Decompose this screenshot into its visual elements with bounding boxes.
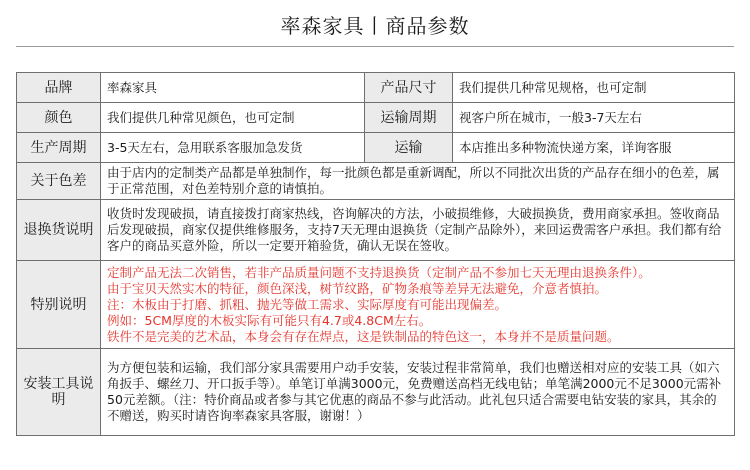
color-label: 颜色 [17, 103, 101, 133]
special-line: 例如：5CM厚度的木板实际有可能只有4.7或4.8CM左右。 [107, 312, 432, 328]
size-label: 产品尺寸 [365, 73, 453, 103]
tools-label: 安装工具说明 [17, 349, 101, 436]
returns-value: 收货时发现破损，请直接拨打商家热线，咨询解决的方法，小破损维修，大破损换货，费用商家承担。签收商品后发现破损，商家仅提供维修服务，支持7天无理由退换货（定制产品除外），来回运费需客户承担。我们都有给客户的商品买意外险，所以一定要开箱验货，确认无误在签收。 [101, 200, 735, 261]
color-value: 我们提供几种常见颜色，也可定制 [101, 103, 365, 133]
shipping-time-value: 视客户所在城市，一般3-7天左右 [453, 103, 735, 133]
tools-value: 为方便包装和运输，我们部分家具需要用户动手安装，安装过程非常简单，我们也赠送相对应的安装工具（如六角扳手、螺丝刀、开口扳手等）。单笔订单满3000元，免费赠送高档无线电钻；单笔满2000元不足3000元需补50元差额。（注：特价商品或者参与其它优惠的商品不参与此活动。此礼包只适合需要电钻安装的家具，其余的不赠送，购买时请咨询率森家具客服，谢谢！） [101, 349, 735, 436]
production-value: 3-5天左右，急用联系客服加急发货 [101, 133, 365, 163]
brand-value: 率森家具 [101, 73, 365, 103]
table-row [17, 349, 735, 436]
shipping-time-label: 运输周期 [365, 103, 453, 133]
shipping-value: 本店推出多种物流快递方案，详询客服 [453, 133, 735, 163]
table-row [17, 200, 735, 261]
special-value [101, 261, 735, 349]
brand-label: 品牌 [17, 73, 101, 103]
table-row [17, 73, 735, 103]
product-parameters-table [16, 72, 735, 436]
special-line: 铁件不是完美的艺术品，本身会有存在焊点，这是铁制品的特色这一，本身并不是质量问题。 [107, 328, 620, 344]
table-row [17, 261, 735, 349]
special-label: 特别说明 [17, 261, 101, 349]
production-label: 生产周期 [17, 133, 101, 163]
page-header [0, 0, 750, 56]
color-diff-value: 由于店内的定制类产品都是单独制作，每一批颜色都是重新调配，所以不同批次出货的产品存在细小的色差，属于正常范围，对色差特别介意的请慎拍。 [101, 163, 735, 200]
special-line: 注：木板由于打磨、抓粗、抛光等做工需求、实际厚度有可能出现偏差。 [107, 296, 508, 312]
special-line: 定制产品无法二次销售，若非产品质量问题不支持退换货（定制产品不参加七天无理由退换条件）。 [107, 264, 651, 280]
special-line: 由于宝贝天然实木的特征，颜色深浅，树节纹路，矿物条痕等差异无法避免，介意者慎拍。 [107, 280, 608, 296]
table-row [17, 133, 735, 163]
page-title: 率森家具丨商品参数 [280, 14, 470, 38]
color-diff-label: 关于色差 [17, 163, 101, 200]
returns-label: 退换货说明 [17, 200, 101, 261]
size-value: 我们提供几种常见规格，也可定制 [453, 73, 735, 103]
table-row [17, 103, 735, 133]
shipping-label: 运输 [365, 133, 453, 163]
table-row [17, 163, 735, 200]
header-divider [16, 46, 734, 47]
